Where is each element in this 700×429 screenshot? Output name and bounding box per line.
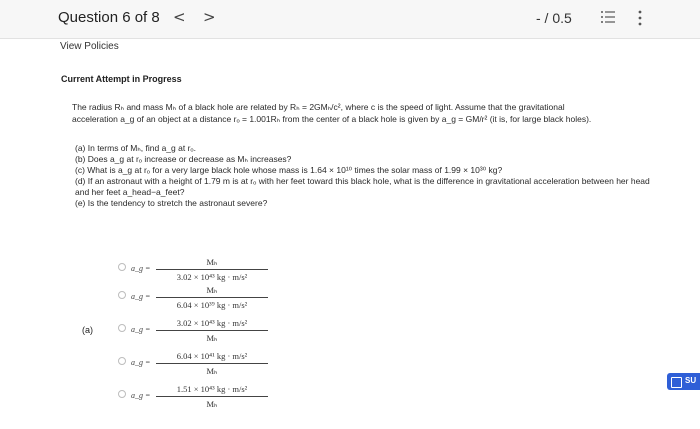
view-policies-link[interactable]: View Policies [60,41,119,52]
answer-option-5[interactable] [118,383,278,419]
fraction-bar [156,297,268,298]
fraction [152,350,272,377]
part-c-text: (c) What is a_g at rₒ for a very large black hole whose mass is 1.64 × 10¹⁰ times the solar mass of 1.99 × 10³⁰ kg? [75,165,503,175]
answer-option-2[interactable] [118,284,278,320]
fraction-bar [156,363,268,364]
fraction [152,383,272,410]
part-a-text: (a) In terms of Mₕ, find a_g at rₒ. [75,143,196,153]
question-parts [75,143,665,209]
denominator: Mₕ [206,333,218,343]
denominator: 6.04 × 10³⁹ kg · m/s² [176,300,248,310]
radio-button[interactable] [118,357,126,365]
radio-button[interactable] [118,291,126,299]
attempt-heading: Current Attempt in Progress [61,74,182,84]
answer-option-3[interactable] [118,317,278,353]
numerator: Mₕ [206,257,218,267]
part-a-label: (a) [82,325,93,335]
next-question-button[interactable]: > [203,8,216,26]
problem-line: The radius Rₕ and mass Mₕ of a black hole are related by Rₕ = 2GMₕ/c², where c is the speed of light. Assume that the gravitational [72,102,565,112]
numerator: 6.04 × 10⁴¹ kg · m/s² [176,351,248,361]
denominator: Mₕ [206,399,218,409]
question-title: Question 6 of 8 [58,9,160,26]
submit-button[interactable] [667,373,700,390]
answer-option-4[interactable] [118,350,278,386]
radio-button[interactable] [118,390,126,398]
previous-question-button[interactable]: < [173,8,186,26]
numerator: Mₕ [206,285,218,295]
score-display: - / 0.5 [536,10,572,26]
part-e-text: (e) Is the tendency to stretch the astronaut severe? [75,198,268,208]
numerator: 1.51 × 10⁴³ kg · m/s² [176,384,248,394]
fraction [152,256,272,283]
fraction [152,284,272,311]
denominator: Mₕ [206,366,218,376]
part-b-text: (b) Does a_g at rₒ increase or decrease as Mₕ increases? [75,154,292,164]
fraction-bar [156,396,268,397]
fraction-bar [156,269,268,270]
submit-icon [671,377,682,388]
option-lhs: a_g = [131,264,151,273]
numerator: 3.02 × 10⁴³ kg · m/s² [176,318,248,328]
more-vertical-icon[interactable] [637,9,643,27]
problem-line: acceleration a_g of an object at a distance rₒ = 1.001Rₕ from the center of a black hole is given by a_g = GM/r² (it is, for large black holes). [72,114,592,124]
option-lhs: a_g = [131,391,151,400]
top-bar [0,0,700,39]
option-lhs: a_g = [131,325,151,334]
problem-statement [72,101,662,125]
part-d-text: (d) If an astronaut with a height of 1.79 m is at rₒ with her feet toward this black hole, what is the difference in gravitational acceleration between her head and her feet a_head−a_feet? [75,176,650,197]
radio-button[interactable] [118,263,126,271]
denominator: 3.02 × 10⁴³ kg · m/s² [176,272,248,282]
list-icon[interactable] [600,9,616,25]
submit-label: SU [685,376,697,385]
option-lhs: a_g = [131,358,151,367]
fraction [152,317,272,344]
option-lhs: a_g = [131,292,151,301]
fraction-bar [156,330,268,331]
radio-button[interactable] [118,324,126,332]
